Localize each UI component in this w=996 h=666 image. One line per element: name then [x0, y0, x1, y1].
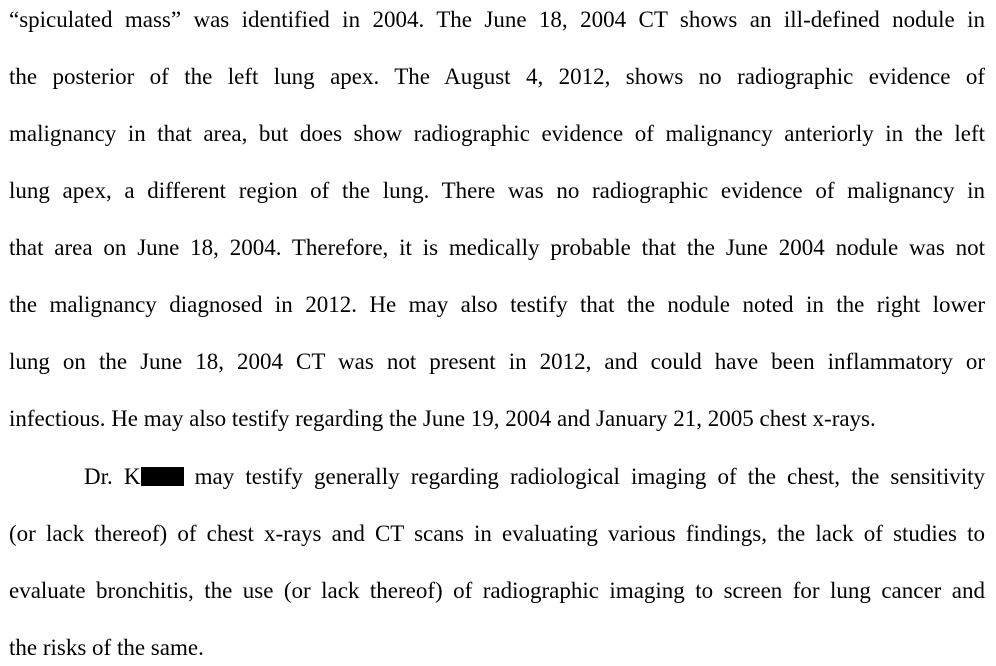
text-line: the risks of the same.: [9, 635, 204, 660]
text-line: that area on June 18, 2004. Therefore, it is medically probable that the June 2004 nodule was not: [9, 235, 985, 260]
text-line: malignancy in that area, but does show radiographic evidence of malignancy anteriorly in the left: [9, 121, 985, 146]
text-line: “spiculated mass” was identified in 2004. The June 18, 2004 CT shows an ill-defined nodule in: [9, 7, 985, 32]
text-line: lung on the June 18, 2004 CT was not present in 2012, and could have been inflammatory or: [9, 349, 985, 374]
text-line: the malignancy diagnosed in 2012. He may also testify that the nodule noted in the right lower: [9, 292, 985, 317]
text-fragment: may testify generally regarding radiological imaging of the chest, the sensitivity: [183, 464, 985, 489]
text-line: infectious. He may also testify regarding the June 19, 2004 and January 21, 2005 chest x-rays.: [9, 406, 876, 431]
paragraph-first-line: [84, 462, 985, 492]
text-fragment: Dr. K: [84, 464, 141, 489]
text-line: (or lack thereof) of chest x-rays and CT scans in evaluating various findings, the lack of studies to: [9, 521, 985, 546]
text-line: lung apex, a different region of the lung. There was no radiographic evidence of malignancy in: [9, 178, 985, 203]
text-line: evaluate bronchitis, the use (or lack thereof) of radiographic imaging to screen for lung cancer and: [9, 578, 985, 603]
text-line: the posterior of the left lung apex. The August 4, 2012, shows no radiographic evidence of: [9, 64, 985, 89]
redaction-block: [141, 467, 184, 486]
